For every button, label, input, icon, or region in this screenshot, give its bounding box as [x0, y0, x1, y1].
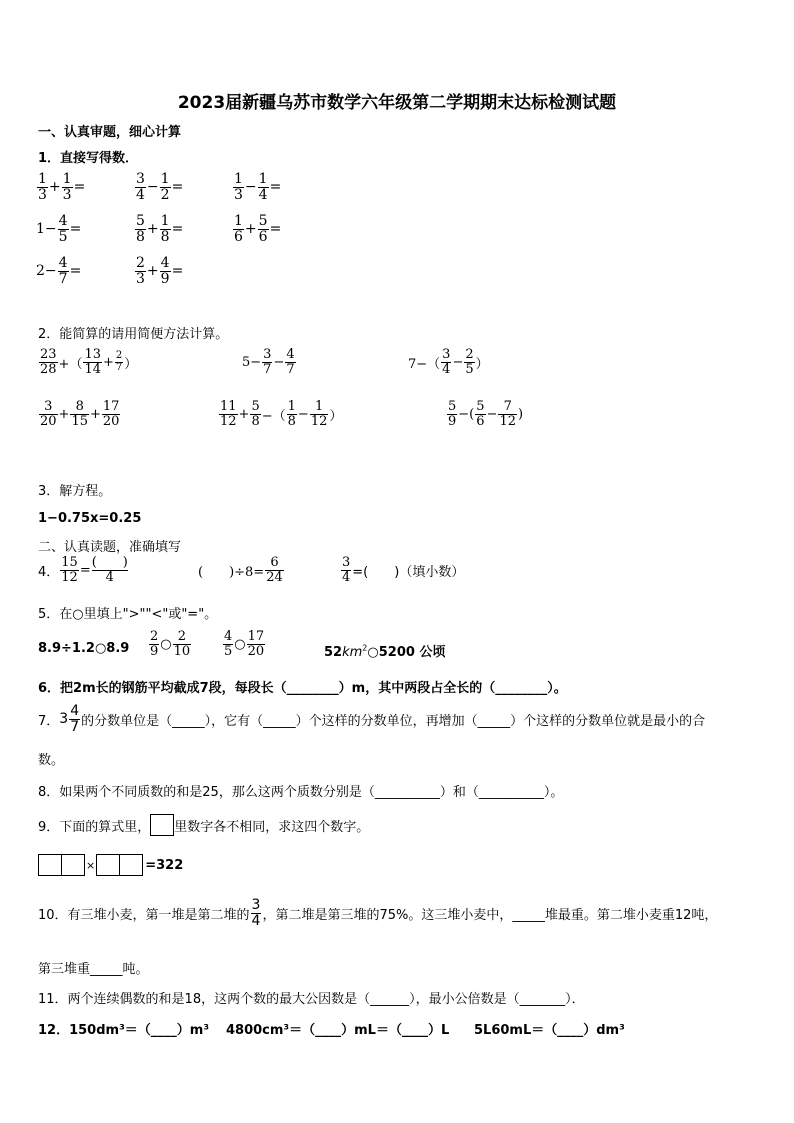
question-1-label: 1．直接写得数． — [38, 151, 139, 166]
page-title: 2023届新疆乌苏市数学六年级第二学期期末达标检测试题 — [177, 93, 617, 113]
q1-expr-3: $\frac{1}{3}$ − $\frac{1}{4}$ = — [234, 171, 282, 203]
q2-expr-6: $\frac{5}{9}$ −( $\frac{5}{6}$ − $\frac{7}{12}$ ) — [448, 399, 524, 429]
q2-expr-1: $\frac{23}{28}$ +（ $\frac{13}{14}$ + $\frac{2}{7}$ ） — [40, 347, 138, 377]
question-2-label: 2．能简算的请用简便方法计算。 — [38, 327, 229, 342]
fraction: $\frac{1}{3}$ — [62, 171, 72, 203]
question-4: 4． $\frac{15}{12}$ = $\frac{( )}{4}$ — [38, 555, 128, 585]
q5-d: $52km^2○5200$ 公顷 — [324, 643, 446, 660]
fraction: $\frac{5}{8}$ — [136, 213, 145, 245]
question-4-part3: $\frac{3}{4}$ =( )（填小数） — [342, 555, 465, 585]
digit-box-4[interactable] — [120, 854, 143, 876]
fraction: $\frac{1}{3}$ — [234, 171, 243, 203]
fraction: $\frac{1}{2}$ — [160, 171, 170, 203]
question-10-line2: 第三堆重_____吨。 — [38, 962, 149, 977]
q2-expr-5: $\frac{11}{12}$ + $\frac{5}{8}$ −（ $\frac{1}{8}$ − $\frac{1}{12}$ ） — [220, 399, 343, 429]
q2-expr-4: $\frac{3}{20}$ + $\frac{8}{15}$ + $\frac{17}{20}$ — [40, 399, 120, 429]
question-8: 8．如果两个不同质数的和是25，那么这两个质数分别是（__________）和（__________）。 — [38, 785, 564, 800]
question-12-b: 4800cm³＝（____）mL＝（____）L — [226, 1023, 450, 1038]
fraction: $\frac{5}{6}$ — [258, 213, 268, 245]
question-12-c: 5L60mL＝（____）dm³ — [474, 1023, 625, 1038]
q3-equation: 1−0.75x=0.25 — [38, 511, 142, 526]
question-7: 7． 3 $\frac{4}{7}$ 的分数单位是（_____），它有（_____）个这样的分数单位，再增加（_____）个这样的分数单位就是最小的合 — [38, 703, 706, 735]
q9-equation: × =322 — [38, 854, 183, 876]
q1-expr-4: 1− $\frac{4}{5}$ = — [36, 213, 82, 245]
q1-expr-8: $\frac{2}{3}$ + $\frac{4}{9}$ = — [136, 255, 184, 287]
fraction: $\frac{1}{6}$ — [234, 213, 243, 245]
question-6: 6．把2m长的钢筋平均截成7段，每段长（________）m，其中两段占全长的（________）。 — [38, 681, 567, 696]
fraction: $\frac{3}{4}$ — [136, 171, 145, 203]
question-11: 11．两个连续偶数的和是18，这两个数的最大公因数是（______），最小公倍数是（_______）． — [38, 992, 585, 1007]
q1-expr-7: 2− $\frac{4}{7}$ = — [36, 255, 82, 287]
fraction: $\frac{4}{7}$ — [58, 255, 68, 287]
digit-box-2[interactable] — [62, 854, 85, 876]
q1-expr-5: $\frac{5}{8}$ + $\frac{1}{8}$ = — [136, 213, 184, 245]
q1-expr-6: $\frac{1}{6}$ + $\frac{5}{6}$ = — [234, 213, 282, 245]
fraction: $\frac{2}{3}$ — [136, 255, 145, 287]
digit-box-3[interactable] — [96, 854, 120, 876]
q2-expr-2: 5− $\frac{3}{7}$ − $\frac{4}{7}$ — [242, 347, 295, 377]
q5-a: 8.9÷1.2○8.9 — [38, 641, 130, 656]
digit-box-1[interactable] — [38, 854, 62, 876]
digit-box-icon — [150, 814, 174, 836]
q5-c: $\frac{4}{5}$ ○ $\frac{17}{20}$ — [224, 629, 265, 659]
fraction: $\frac{1}{3}$ — [38, 171, 47, 203]
question-12-a: 12．150dm³＝（____）m³ — [38, 1023, 210, 1038]
fraction: $\frac{1}{4}$ — [258, 171, 268, 203]
q5-b: $\frac{2}{9}$ ○ $\frac{2}{10}$ — [150, 629, 191, 659]
q1-expr-1: $\frac{1}{3}$ + $\frac{1}{3}$ = — [38, 171, 86, 203]
q1-expr-2: $\frac{3}{4}$ − $\frac{1}{2}$ = — [136, 171, 184, 203]
fraction: $\frac{4}{9}$ — [160, 255, 170, 287]
question-3-label: 3．解方程。 — [38, 484, 112, 499]
fraction: $\frac{1}{8}$ — [160, 213, 170, 245]
question-7-line2: 数。 — [38, 753, 65, 768]
question-5-label: 5．在○里填上">""<"或"="。 — [38, 607, 218, 622]
question-9: 9．下面的算式里， 里数字各不相同，求这四个数字。 — [38, 814, 369, 836]
question-4-part2: ( )÷8= $\frac{6}{24}$ — [198, 555, 283, 585]
question-10: 10．有三堆小麦，第一堆是第二堆的 $\frac{3}{4}$ ，第二堆是第三堆的75%。这三堆小麦中，_____堆最重。第二堆小麦重12吨， — [38, 897, 718, 929]
section-heading-1: 一、认真审题，细心计算 — [38, 125, 182, 140]
section-heading-2: 二、认真读题，准确填写 — [38, 540, 182, 555]
fraction: $\frac{4}{5}$ — [58, 213, 68, 245]
q2-expr-3: 7−（ $\frac{3}{4}$ − $\frac{2}{5}$ ） — [408, 347, 489, 377]
